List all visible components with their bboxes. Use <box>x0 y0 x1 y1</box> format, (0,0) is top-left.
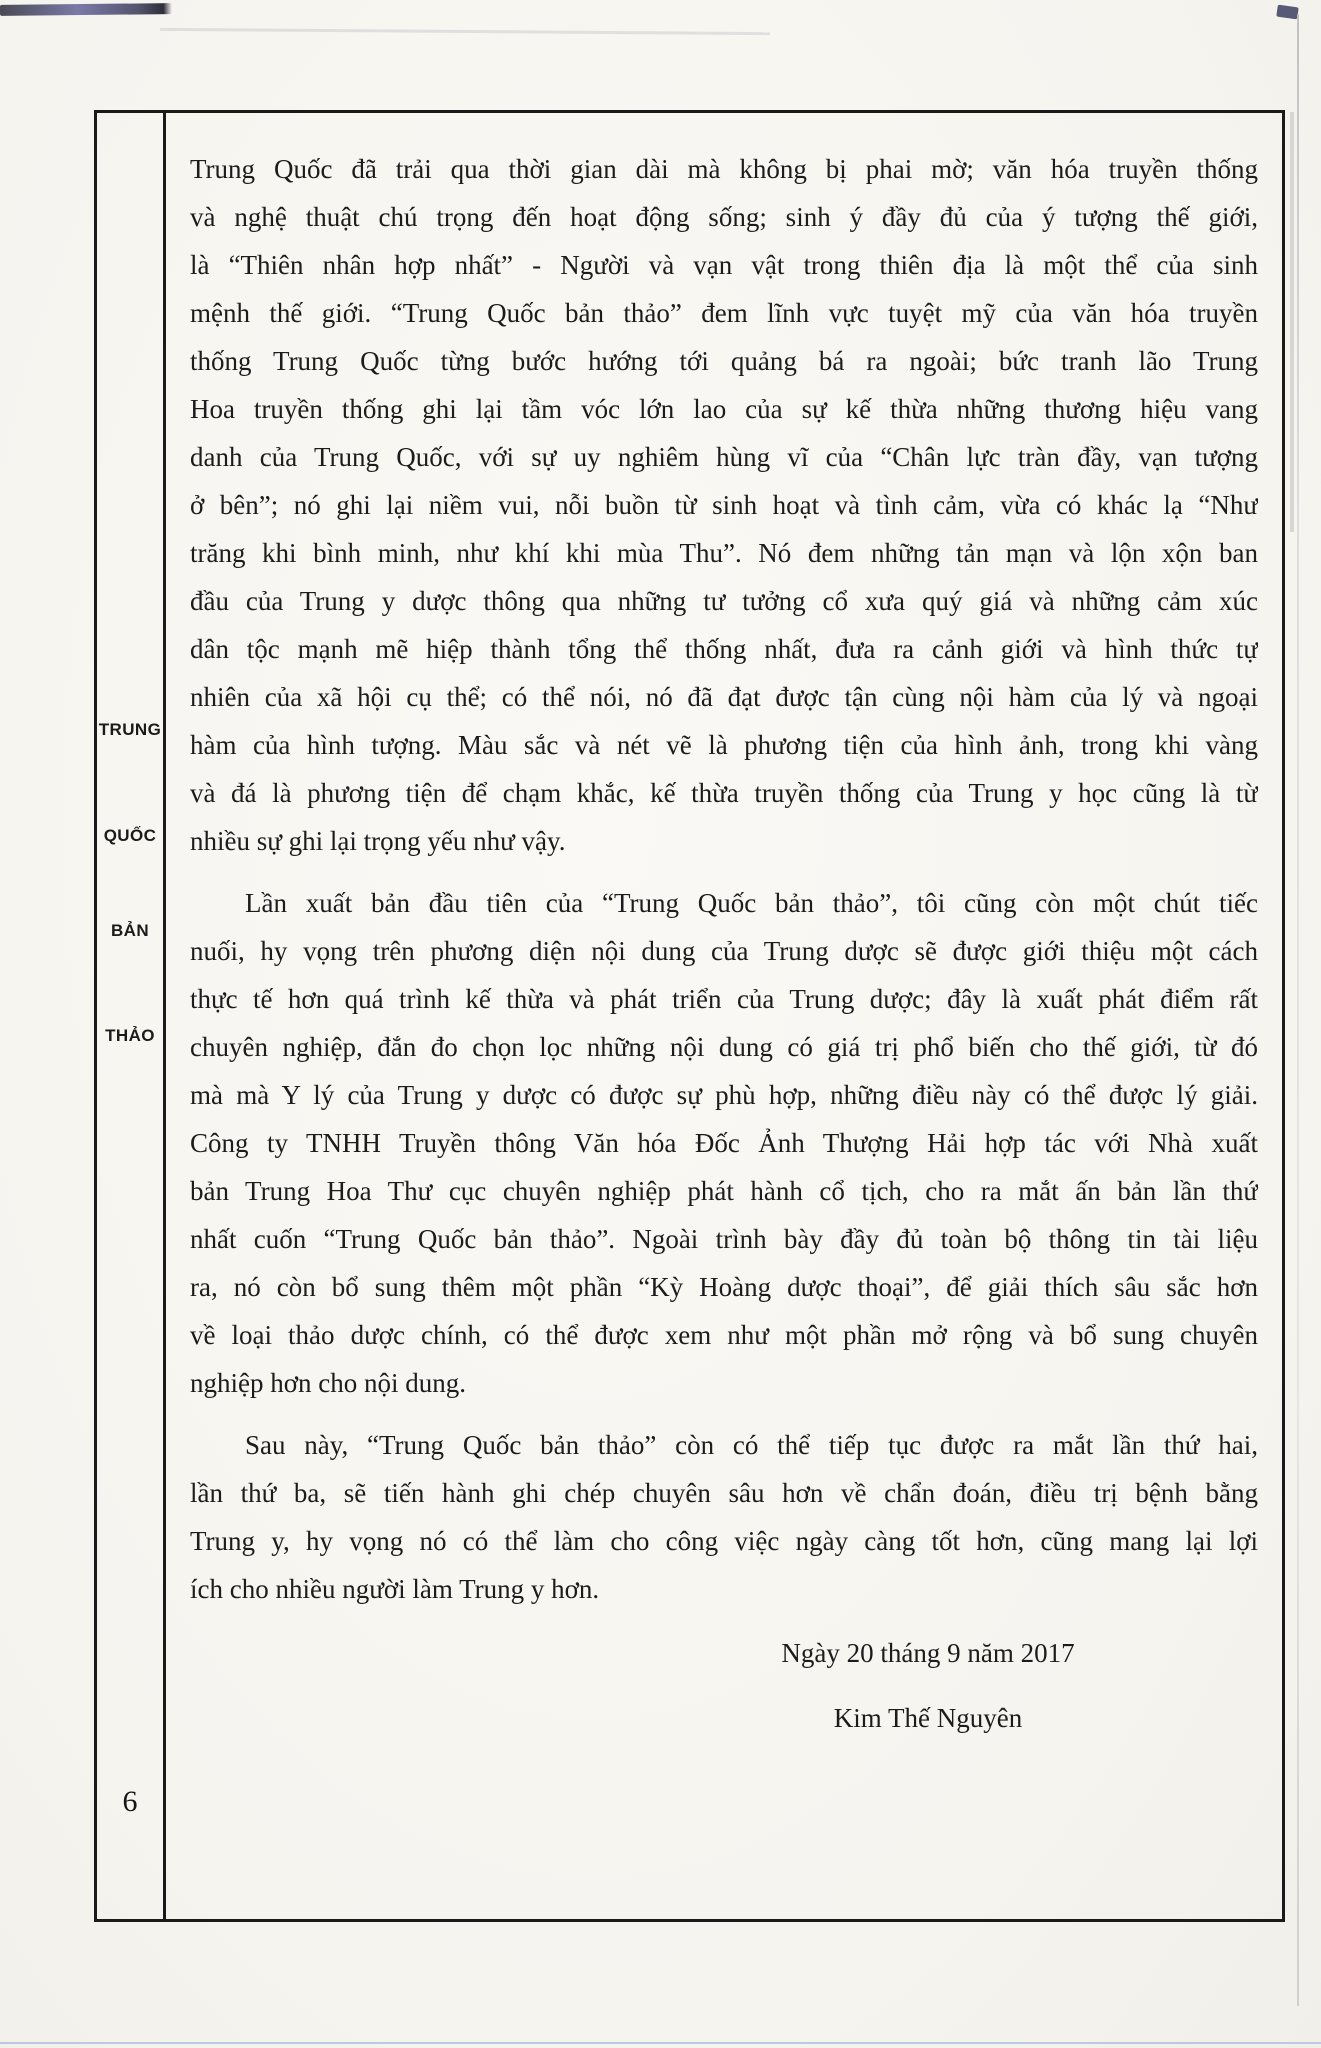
text-line: dân tộc mạnh mẽ hiệp thành tổng thể thống nhất, đưa ra cảnh giới và hình thức tự <box>190 634 1258 664</box>
text-line: thực tế hơn quá trình kế thừa và phát triển của Trung dược; đây là xuất phát điểm rất <box>190 984 1258 1014</box>
body-text <box>190 145 1258 1613</box>
page-edge-shadow <box>1290 112 1294 532</box>
sidebar-title-word: QUỐC <box>103 826 157 845</box>
text-line: mệnh thế giới. “Trung Quốc bản thảo” đem lĩnh vực tuyệt mỹ của văn hóa truyền <box>190 298 1258 328</box>
page-edge-line <box>1297 14 1299 2006</box>
closing-block <box>738 1629 1118 1742</box>
text-line: bản Trung Hoa Thư cục chuyên nghiệp phát hành cổ tịch, cho ra mắt ấn bản lần thứ <box>190 1176 1258 1206</box>
text-line: hàm của hình tượng. Màu sắc và nét vẽ là phương tiện của hình ảnh, trong khi vàng <box>190 730 1258 760</box>
text-line: ra, nó còn bổ sung thêm một phần “Kỳ Hoàng dược thoại”, để giải thích sâu sắc hơn <box>190 1272 1258 1302</box>
text-line: nuối, hy vọng trên phương diện nội dung của Trung dược sẽ được giới thiệu một cách <box>190 936 1258 966</box>
text-line: Hoa truyền thống ghi lại tầm vóc lớn lao của sự kế thừa những thương hiệu vang <box>190 394 1258 424</box>
page-frame <box>94 110 1285 1922</box>
main-text-column <box>190 145 1258 1742</box>
text-line: mà mà Y lý của Trung y dược có được sự phù hợp, những điều này có thể được lý giải. <box>190 1080 1258 1110</box>
text-line: ích cho nhiều người làm Trung y hơn. <box>190 1574 600 1604</box>
text-line: lần thứ ba, sẽ tiến hành ghi chép chuyên sâu hơn về chẩn đoán, điều trị bệnh bằng <box>190 1478 1258 1508</box>
text-line: thống Trung Quốc từng bước hướng tới quảng bá ra ngoài; bức tranh lão Trung <box>190 346 1258 376</box>
text-line: ở bên”; nó ghi lại niềm vui, nỗi buồn từ sinh hoạt và tình cảm, vừa có khác lạ “Như <box>190 490 1258 520</box>
text-line: nhiều sự ghi lại trọng yếu như vậy. <box>190 826 566 856</box>
sidebar-title-word: THẢO <box>105 1026 155 1045</box>
scan-streak-top <box>160 28 770 35</box>
paragraph <box>190 879 1258 1407</box>
text-line: đầu của Trung y dược thông qua những tư tưởng cổ xưa quý giá và những cảm xúc <box>190 586 1258 616</box>
text-line: trăng khi bình minh, như khí khi mùa Thu”. Nó đem những tản mạn và lộn xộn ban <box>190 538 1258 568</box>
scan-mark-top-right <box>1276 5 1298 20</box>
sidebar-title-word: BẢN <box>110 921 150 940</box>
paragraph <box>190 1421 1258 1613</box>
text-line: Lần xuất bản đầu tiên của “Trung Quốc bản thảo”, tôi cũng còn một chút tiếc <box>245 888 1258 918</box>
text-line: nhiên của xã hội cụ thể; có thể nói, nó đã đạt được tận cùng nội hàm của lý và ngoại <box>190 682 1258 712</box>
text-line: nhất cuốn “Trung Quốc bản thảo”. Ngoài trình bày đầy đủ toàn bộ thông tin tài liệu <box>190 1224 1258 1254</box>
text-line: và đá là phương tiện để chạm khắc, kế thừa truyền thống của Trung y học cũng là từ <box>190 778 1258 808</box>
text-line: và nghệ thuật chú trọng đến hoạt động sống; sinh ý đầy đủ của ý tượng thế giới, <box>190 202 1258 232</box>
scan-smudge-top-left <box>0 3 172 16</box>
scan-bottom-edge-line <box>0 2042 1321 2044</box>
author-signature: Kim Thế Nguyên <box>833 1703 1023 1733</box>
sidebar-divider-line <box>163 113 166 1919</box>
text-line: Sau này, “Trung Quốc bản thảo” còn có thể tiếp tục được ra mắt lần thứ hai, <box>245 1430 1258 1460</box>
text-line: Công ty TNHH Truyền thông Văn hóa Đốc Ảnh Thượng Hải hợp tác với Nhà xuất <box>190 1128 1258 1158</box>
text-line: nghiệp hơn cho nội dung. <box>190 1368 466 1398</box>
sidebar <box>97 113 163 1919</box>
text-line: chuyên nghiệp, đắn đo chọn lọc những nội dung có giá trị phổ biến cho thế giới, từ đó <box>190 1032 1258 1062</box>
paragraph <box>190 145 1258 865</box>
text-line: là “Thiên nhân hợp nhất” - Người và vạn vật trong thiên địa là một thể của sinh <box>190 250 1258 280</box>
sidebar-title-word: TRUNG <box>98 720 162 739</box>
page-number: 6 <box>122 1785 138 1818</box>
text-line: Trung y, hy vọng nó có thể làm cho công việc ngày càng tốt hơn, cũng mang lại lợi <box>190 1526 1258 1556</box>
text-line: danh của Trung Quốc, với sự uy nghiêm hùng vĩ của “Chân lực tràn đầy, vạn tượng <box>190 442 1258 472</box>
date-line: Ngày 20 tháng 9 năm 2017 <box>781 1638 1075 1668</box>
text-line: Trung Quốc đã trải qua thời gian dài mà không bị phai mờ; văn hóa truyền thống <box>190 154 1258 184</box>
text-line: về loại thảo dược chính, có thể được xem như một phần mở rộng và bổ sung chuyên <box>190 1320 1258 1350</box>
